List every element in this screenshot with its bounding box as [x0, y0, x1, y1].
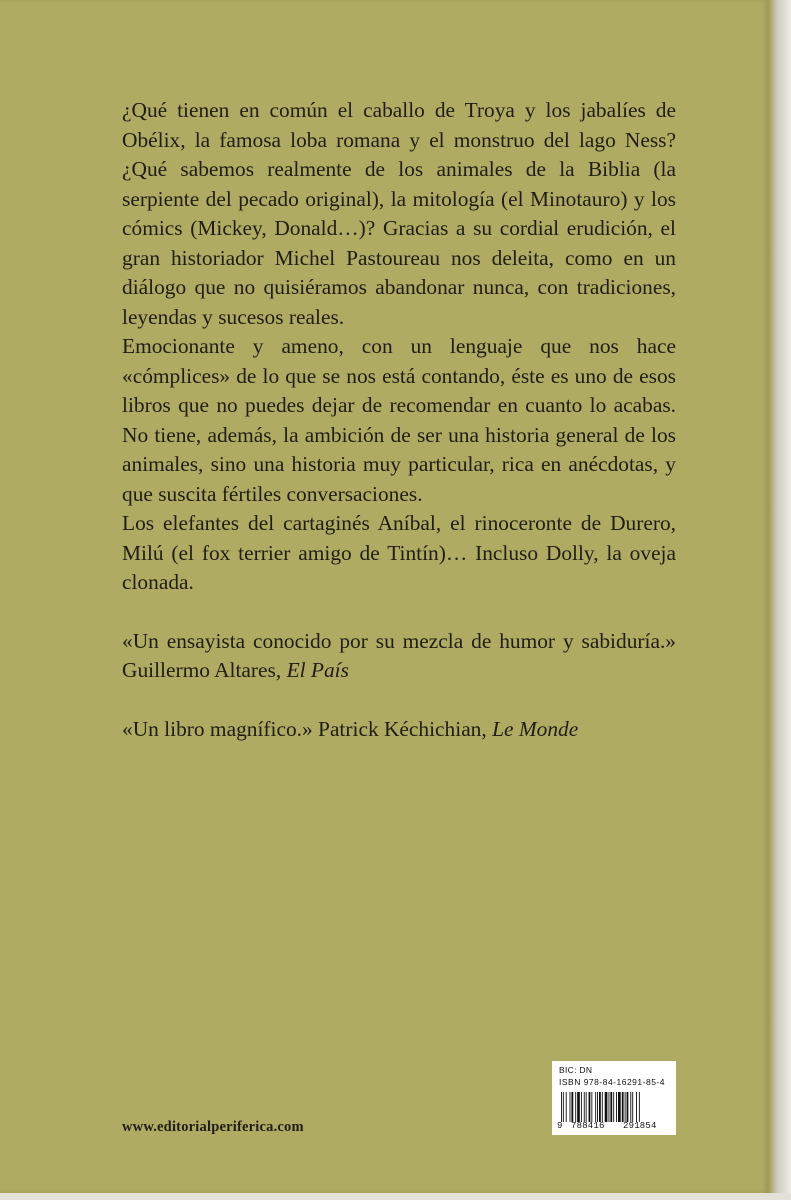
page-edge: [768, 0, 791, 1200]
review-source: Le Monde: [492, 716, 579, 741]
review-quote-text: «Un libro magnífico.» Patrick Kéchichian,: [122, 716, 493, 741]
ean-right-group: 291854: [623, 1121, 657, 1131]
review-quote-1: [122, 627, 676, 686]
bottom-edge: [0, 1193, 791, 1200]
blurb-paragraph-3: Los elefantes del cartaginés Aníbal, el rinoceronte de Durero, Milú (el fox terrier amigo de Tintín)… Incluso Dolly, la oveja clonada.: [122, 511, 676, 594]
blurb-text: [122, 96, 676, 744]
review-source: El País: [286, 658, 349, 682]
isbn-number: ISBN 978-84-16291-85-4: [559, 1077, 665, 1087]
barcode-label: [552, 1061, 676, 1135]
review-quote-text: «Un ensayista conocido por su mezcla de humor y sabiduría.» Guillermo Altares,: [122, 628, 676, 682]
ean-left-group: 788416: [571, 1121, 605, 1131]
blurb-paragraph-1: ¿Qué tienen en común el caballo de Troya y los jabalíes de Obélix, la famosa loba romana y el monstruo del lago Ness? ¿Qué sabemos realmente de los animales de la Biblia (la serpiente del pecado original), la mitología (el Minotauro) y los cómics (Mickey, Donald…)? Gracias a su cordial erudición, el gran historiador Michel Pastoureau nos deleita, como en un diálogo que no quisiéramos abandonar nunca, con tradiciones, leyendas y sucesos reales.: [122, 98, 676, 329]
review-quote-2: [122, 715, 676, 745]
publisher-url: www.editorialperiferica.com: [122, 1119, 304, 1135]
barcode-bars: [561, 1092, 669, 1122]
bic-code: BIC: DN: [559, 1065, 593, 1075]
blurb-paragraph-2: Emocionante y ameno, con un lenguaje que nos hace «cómplices» de lo que se nos está contando, éste es uno de esos libros que no puedes dejar de recomendar en cuanto lo acabas. No tiene, además, la ambición de ser una historia general de los animales, sino una historia muy particular, rica en anécdotas, y que suscita fértiles conversaciones.: [122, 334, 676, 506]
ean-first-digit: 9: [557, 1121, 563, 1131]
